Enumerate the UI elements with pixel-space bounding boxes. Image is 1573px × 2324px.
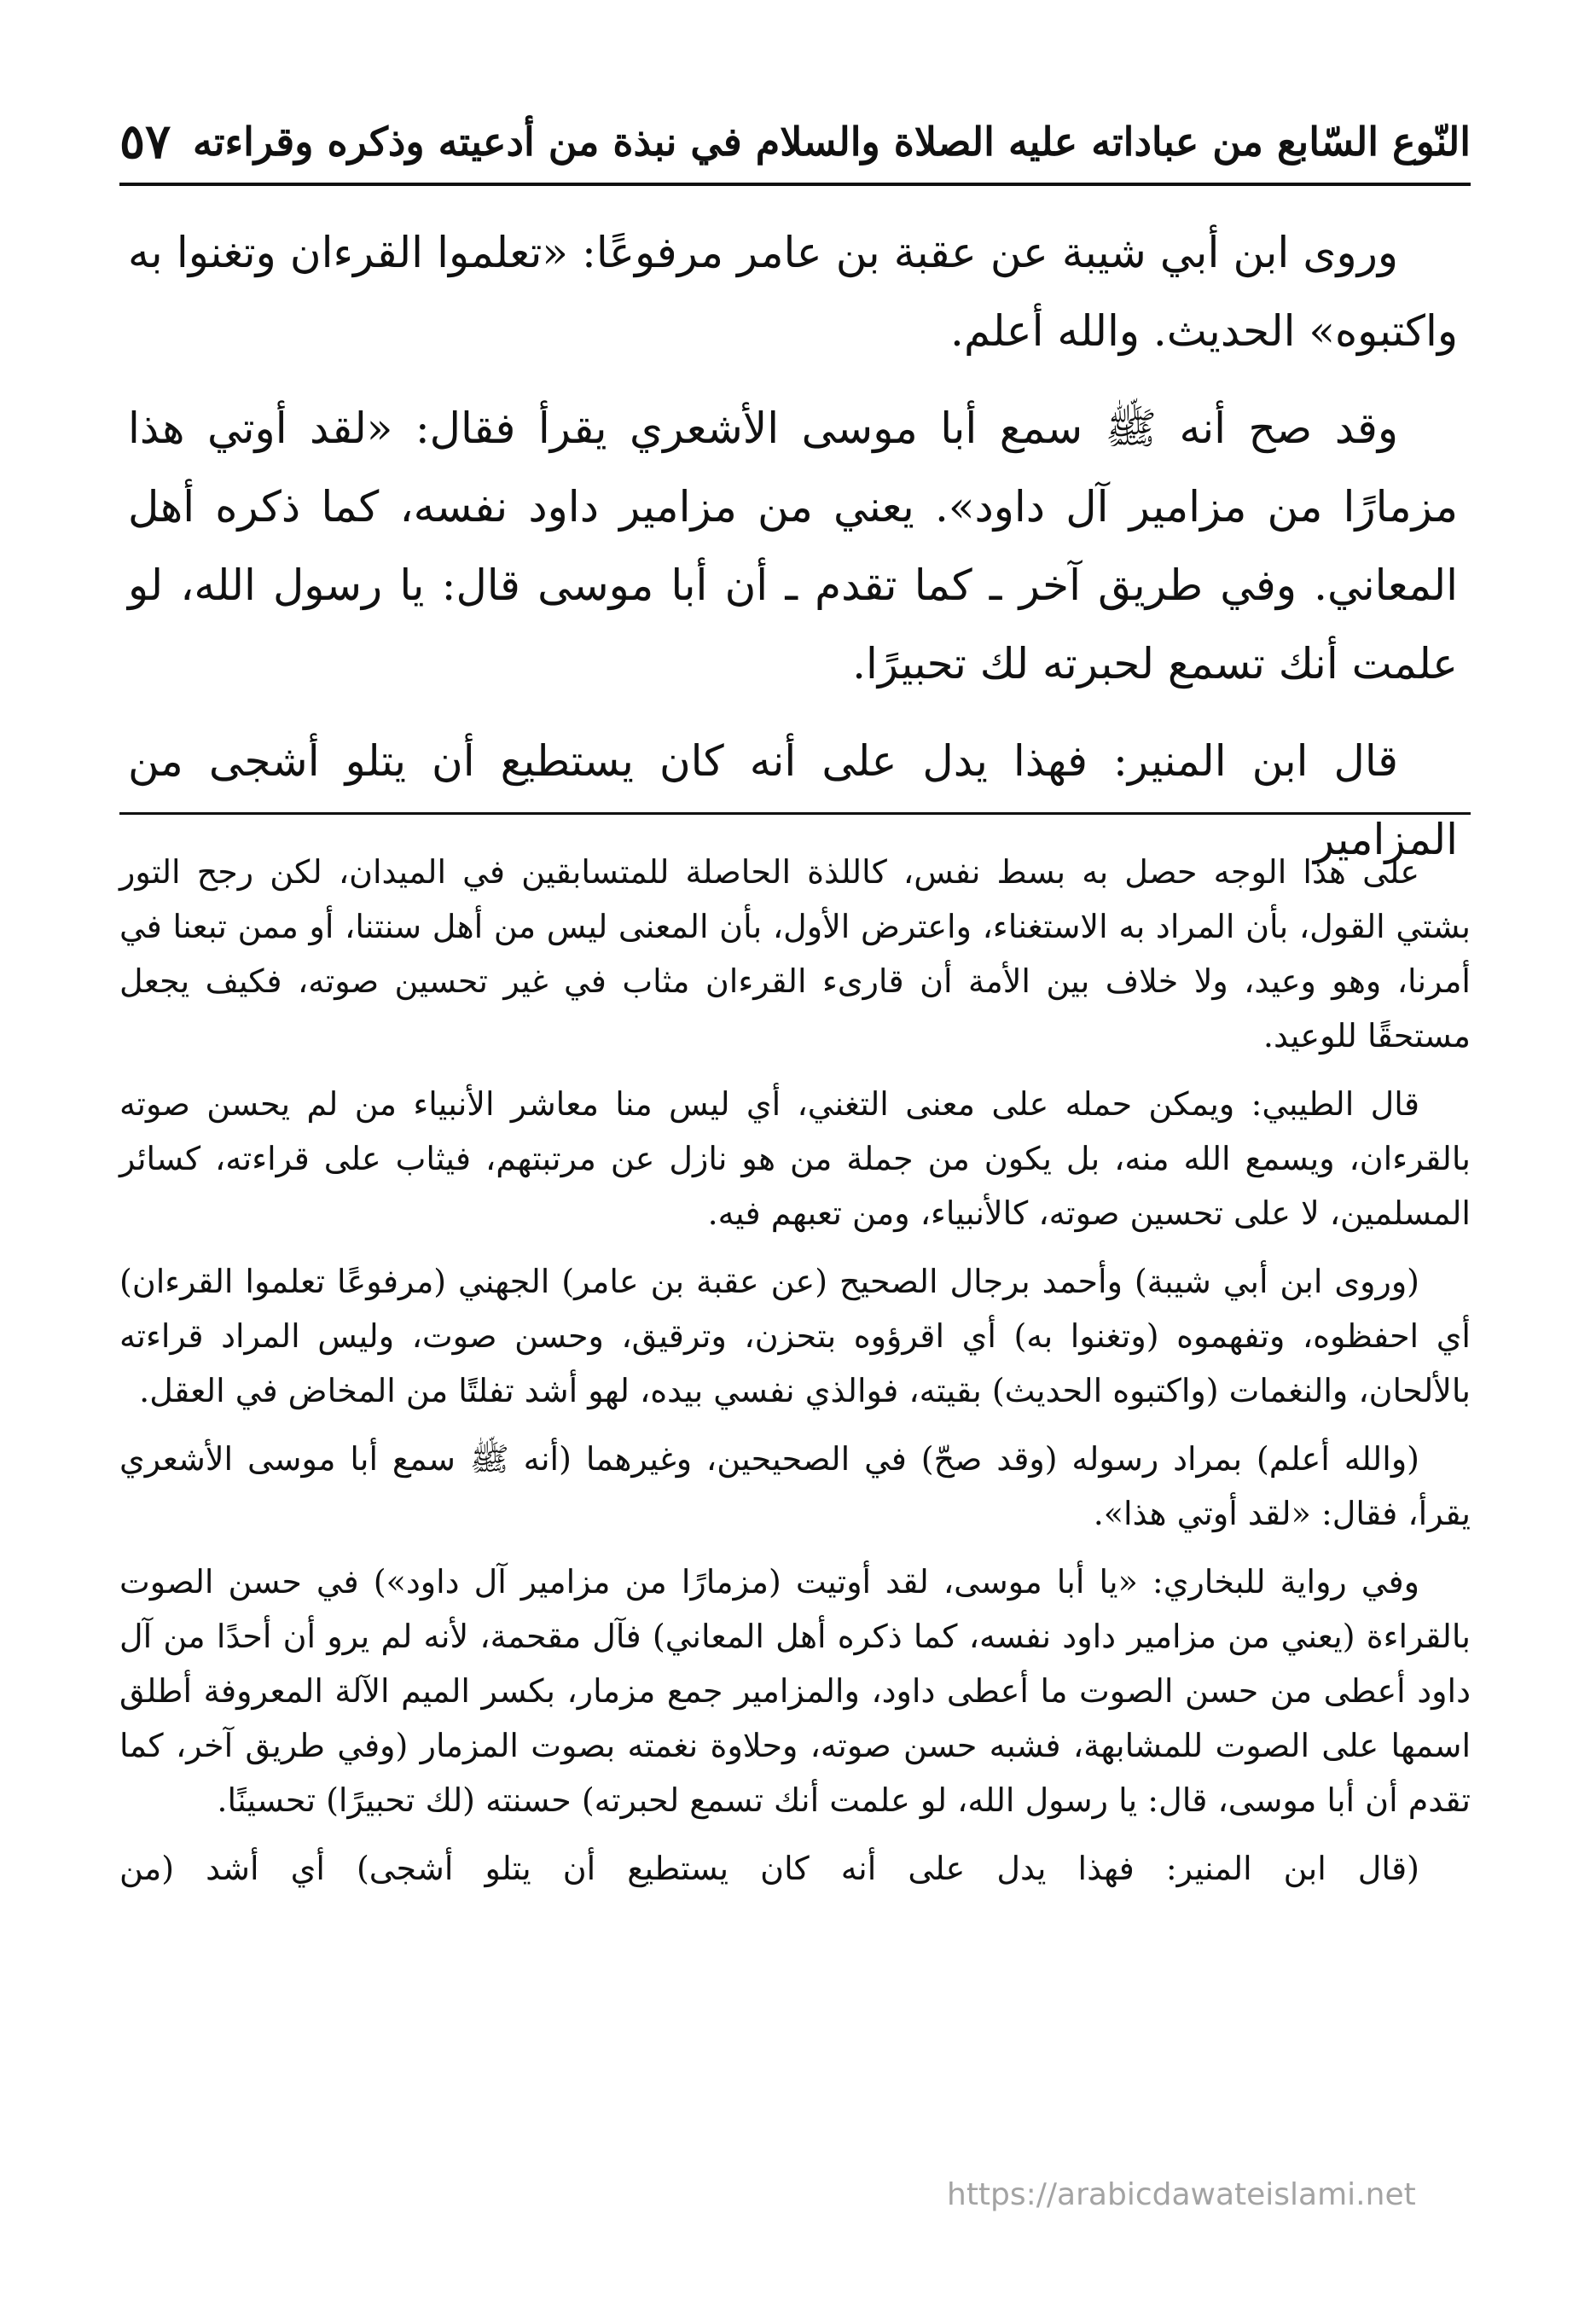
section-divider: [119, 812, 1471, 815]
running-title: النّوع السّابع من عباداته عليه الصلاة والسلام في نبذة من أدعيته وذكره وقراءته: [193, 119, 1471, 165]
commentary-text: [119, 845, 1471, 1909]
commentary-paragraph: (وروى ابن أبي شيبة) وأحمد برجال الصحيح (عن عقبة بن عامر) الجهني (مرفوعًا تعلموا القرءان) أي احفظوه، وتفهموه (وتغنوا به) أي اقرؤوه بتحزن، وترقيق، وحسن صوت، وليس المراد قراءته بالألحان، والنغمات (واكتبوه الحديث) بقيته، فوالذي نفسي بيده، لهو أشد تفلتًا من المخاض في العقل.: [119, 1263, 1471, 1409]
commentary-paragraph: قال الطيبي: ويمكن حمله على معنى التغني، أي ليس منا معاشر الأنبياء من لم يحسن صوته بالقرءان، ويسمع الله منه، بل يكون من جملة من هو نازل عن مرتبتهم، فيثاب على قراءته، كسائر المسلمين، لا على تحسين صوته، كالأنبياء، ومن تعبهم فيه.: [119, 1085, 1471, 1232]
main-paragraph: وروى ابن أبي شيبة عن عقبة بن عامر مرفوعًا: «تعلموا القرءان وتغنوا به واكتبوه» الحديث. والله أعلم.: [128, 228, 1458, 356]
commentary-paragraph: على هذا الوجه حصل به بسط نفس، كاللذة الحاصلة للمتسابقين في الميدان، لكن رجح التور بشتي القول، بأن المراد به الاستغناء، واعترض الأول، بأن المعنى ليس من أهل سنتنا، أو ممن تبعنا في أمرنا، وهو وعيد، ولا خلاف بين الأمة أن قارىء القرءان مثاب في غير تحسين صوته، فكيف يجعل مستحقًا للوعيد.: [119, 853, 1471, 1055]
main-text: [128, 213, 1458, 898]
commentary-paragraph: (والله أعلم) بمراد رسوله (وقد صحّ) في الصحيحين، وغيرهما (أنه ﷺ سمع أبا موسى الأشعري يقرأ، فقال: «لقد أوتي هذا».: [119, 1440, 1471, 1532]
commentary-paragraph: (قال ابن المنير: فهذا يدل على أنه كان يستطيع أن يتلو أشجى) أي أشد (من: [119, 1850, 1419, 1887]
main-paragraph: وقد صح أنه ﷺ سمع أبا موسى الأشعري يقرأ فقال: «لقد أوتي هذا مزمارًا من مزامير آل داود». يعني من مزامير داود نفسه، كما ذكره أهل المعاني. وفي طريق آخر ـ كما تقدم ـ أن أبا موسى قال: يا رسول الله، لو علمت أنك تسمع لحبرته لك تحبيرًا.: [128, 404, 1458, 688]
page-header: [119, 101, 1471, 186]
watermark-url: https://arabicdawateislami.net: [947, 2177, 1459, 2220]
page-number: ٥٧: [119, 113, 171, 170]
main-paragraph: قال ابن المنير: فهذا يدل على أنه كان يستطيع أن يتلو أشجى من المزامير: [128, 736, 1458, 864]
commentary-paragraph: وفي رواية للبخاري: «يا أبا موسى، لقد أوتيت (مزمارًا من مزامير آل داود») في حسن الصوت بالقراءة (يعني من مزامير داود نفسه، كما ذكره أهل المعاني) فآل مقحمة، لأنه لم يرو أن أحدًا من آل داود أعطى من حسن الصوت ما أعطى داود، والمزامير جمع مزمار، بكسر الميم الآلة المعروفة أطلق اسمها على الصوت للمشابهة، فشبه حسن صوته، وحلاوة نغمته بصوت المزمار (وفي طريق آخر، كما تقدم أن أبا موسى، قال: يا رسول الله، لو علمت أنك تسمع لحبرته) حسنته (لك تحبيرًا) تحسينًا.: [119, 1563, 1471, 1819]
